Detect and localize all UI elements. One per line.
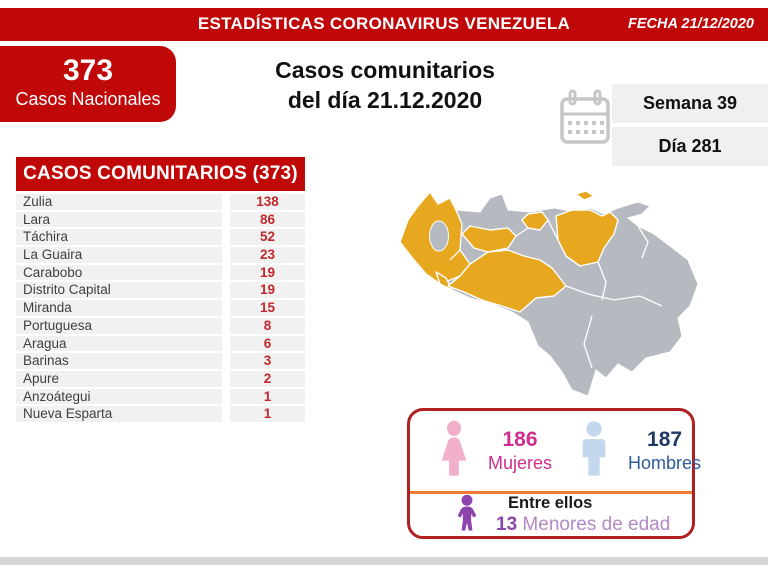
state-name: Distrito Capital <box>16 282 222 298</box>
state-name: Anzoátegui <box>16 389 222 405</box>
table-row <box>16 371 305 387</box>
top-banner <box>0 8 768 41</box>
man-icon <box>574 420 614 483</box>
table-row <box>16 282 305 298</box>
state-name: Táchira <box>16 229 222 245</box>
day-label: Día 281 <box>658 136 722 156</box>
state-name: Aragua <box>16 336 222 352</box>
state-name: Nueva Esparta <box>16 406 222 422</box>
women-label: Mujeres <box>488 453 553 473</box>
table-rows <box>16 194 305 422</box>
community-cases-table <box>16 157 305 422</box>
demographics-box <box>407 408 702 539</box>
banner-date: FECHA 21/12/2020 <box>627 16 754 32</box>
state-cases: 19 <box>230 282 305 298</box>
table-row <box>16 406 305 422</box>
calendar-icon <box>558 87 612 152</box>
minors-line <box>496 514 670 536</box>
page-title-line2: del día 21.12.2020 <box>287 86 483 113</box>
women-stat <box>488 428 552 474</box>
state-cases: 23 <box>230 247 305 263</box>
table-row <box>16 247 305 263</box>
table-row <box>16 265 305 281</box>
table-header: CASOS COMUNITARIOS (373) <box>16 157 305 191</box>
table-row <box>16 336 305 352</box>
national-cases-label: Casos Nacionales <box>15 89 161 109</box>
child-icon <box>454 494 480 537</box>
table-row <box>16 353 305 369</box>
state-cases: 1 <box>230 406 305 422</box>
week-box <box>612 84 768 123</box>
table-row <box>16 318 305 334</box>
banner-title: ESTADÍSTICAS CORONAVIRUS VENEZUELA <box>197 14 571 33</box>
table-row <box>16 229 305 245</box>
state-cases: 8 <box>230 318 305 334</box>
lake-maracaibo <box>430 221 449 251</box>
minors-intro: Entre ellos <box>508 494 593 512</box>
state-name: Miranda <box>16 300 222 316</box>
state-cases: 3 <box>230 353 305 369</box>
men-label: Hombres <box>628 453 702 473</box>
minors-section <box>410 494 692 536</box>
minors-stat <box>496 494 670 536</box>
women-count: 186 <box>502 428 538 451</box>
minors-count: 13 <box>496 514 518 535</box>
state-name: Apure <box>16 371 222 387</box>
men-count: 187 <box>647 428 683 451</box>
table-row <box>16 212 305 228</box>
state-name: Barinas <box>16 353 222 369</box>
state-name: Lara <box>16 212 222 228</box>
page-title <box>225 56 545 116</box>
day-box <box>612 127 768 166</box>
state-cases: 15 <box>230 300 305 316</box>
state-cases: 2 <box>230 371 305 387</box>
men-stat <box>628 428 701 474</box>
state-name: La Guaira <box>16 247 222 263</box>
table-row <box>16 300 305 316</box>
state-cases: 138 <box>230 194 305 210</box>
week-label: Semana 39 <box>642 93 738 113</box>
state-cases: 6 <box>230 336 305 352</box>
state-cases: 1 <box>230 389 305 405</box>
bottom-strip <box>0 557 768 565</box>
national-cases-count: 373 <box>62 54 114 87</box>
state-cases: 52 <box>230 229 305 245</box>
table-row <box>16 194 305 210</box>
state-name: Zulia <box>16 194 222 210</box>
state-cases: 19 <box>230 265 305 281</box>
venezuela-map <box>392 166 724 408</box>
state-cases: 86 <box>230 212 305 228</box>
page-title-line1: Casos comunitarios <box>275 57 495 83</box>
national-cases-box <box>0 46 176 122</box>
minors-label: Menores de edad <box>522 514 671 535</box>
gender-section <box>410 411 702 491</box>
state-name: Carabobo <box>16 265 222 281</box>
woman-icon <box>434 420 474 483</box>
state-name: Portuguesa <box>16 318 222 334</box>
table-row <box>16 389 305 405</box>
